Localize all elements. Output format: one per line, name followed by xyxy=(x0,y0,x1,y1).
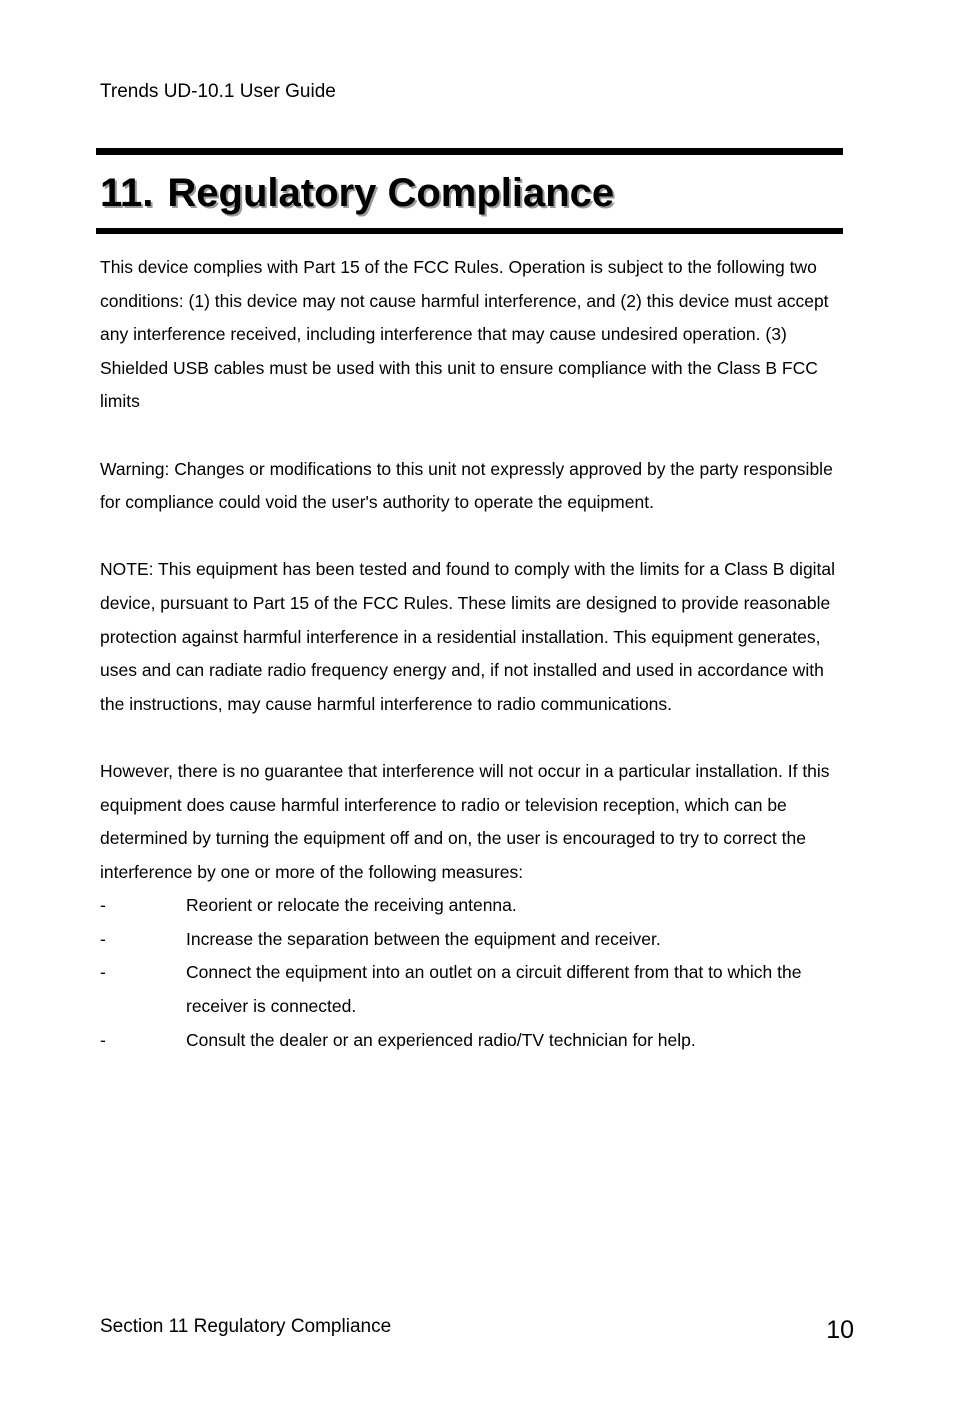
list-item xyxy=(100,923,845,957)
measures-list xyxy=(100,889,845,1057)
title-rule-bottom xyxy=(96,228,843,234)
list-marker: - xyxy=(100,962,106,983)
list-item xyxy=(100,956,845,1023)
body-content xyxy=(100,251,845,1057)
list-item-text: Reorient or relocate the receiving antenna. xyxy=(186,895,517,916)
list-item xyxy=(100,889,845,923)
page-number: 10 xyxy=(826,1316,854,1344)
running-header: Trends UD-10.1 User Guide xyxy=(100,81,336,102)
title-rule-top xyxy=(96,148,843,155)
list-marker: - xyxy=(100,928,106,949)
chapter-title-text: Regulatory Compliance xyxy=(167,171,615,215)
list-item xyxy=(100,1024,845,1058)
list-item-text: Consult the dealer or an experienced radio/TV technician for help. xyxy=(186,1029,696,1050)
list-marker: - xyxy=(100,1029,106,1050)
chapter-number: 11. xyxy=(100,171,154,215)
list-marker: - xyxy=(100,895,106,916)
interference-paragraph: However, there is no guarantee that interference will not occur in a particular installation. If this equipment does cause harmful interference to radio or television reception, which can be determined by turning the equipment off and on, the user is encouraged to try to correct the interference by one or more of the following measures: xyxy=(100,760,830,882)
fcc-compliance-paragraph: This device complies with Part 15 of the FCC Rules. Operation is subject to the following two conditions: (1) this device may not cause harmful interference, and (2) this device must accept any interference received, including interference that may cause undesired operation. (3) Shielded USB cables must be used with this unit to ensure compliance with the Class B FCC limits xyxy=(100,257,829,412)
list-item-text: Connect the equipment into an outlet on a circuit different from that to which the receiver is connected. xyxy=(186,962,802,1017)
warning-paragraph: Warning: Changes or modifications to this unit not expressly approved by the party responsible for compliance could void the user's authority to operate the equipment. xyxy=(100,458,833,513)
note-paragraph: NOTE: This equipment has been tested and found to comply with the limits for a Class B digital device, pursuant to Part 15 of the FCC Rules. These limits are designed to provide reasonable protection against harmful interference in a residential installation. This equipment generates, uses and can radiate radio frequency energy and, if not installed and used in accordance with the instructions, may cause harmful interference to radio communications. xyxy=(100,559,836,714)
page-title xyxy=(100,168,614,218)
list-item-text: Increase the separation between the equipment and receiver. xyxy=(186,928,661,949)
running-footer: Section 11 Regulatory Compliance xyxy=(100,1316,392,1337)
